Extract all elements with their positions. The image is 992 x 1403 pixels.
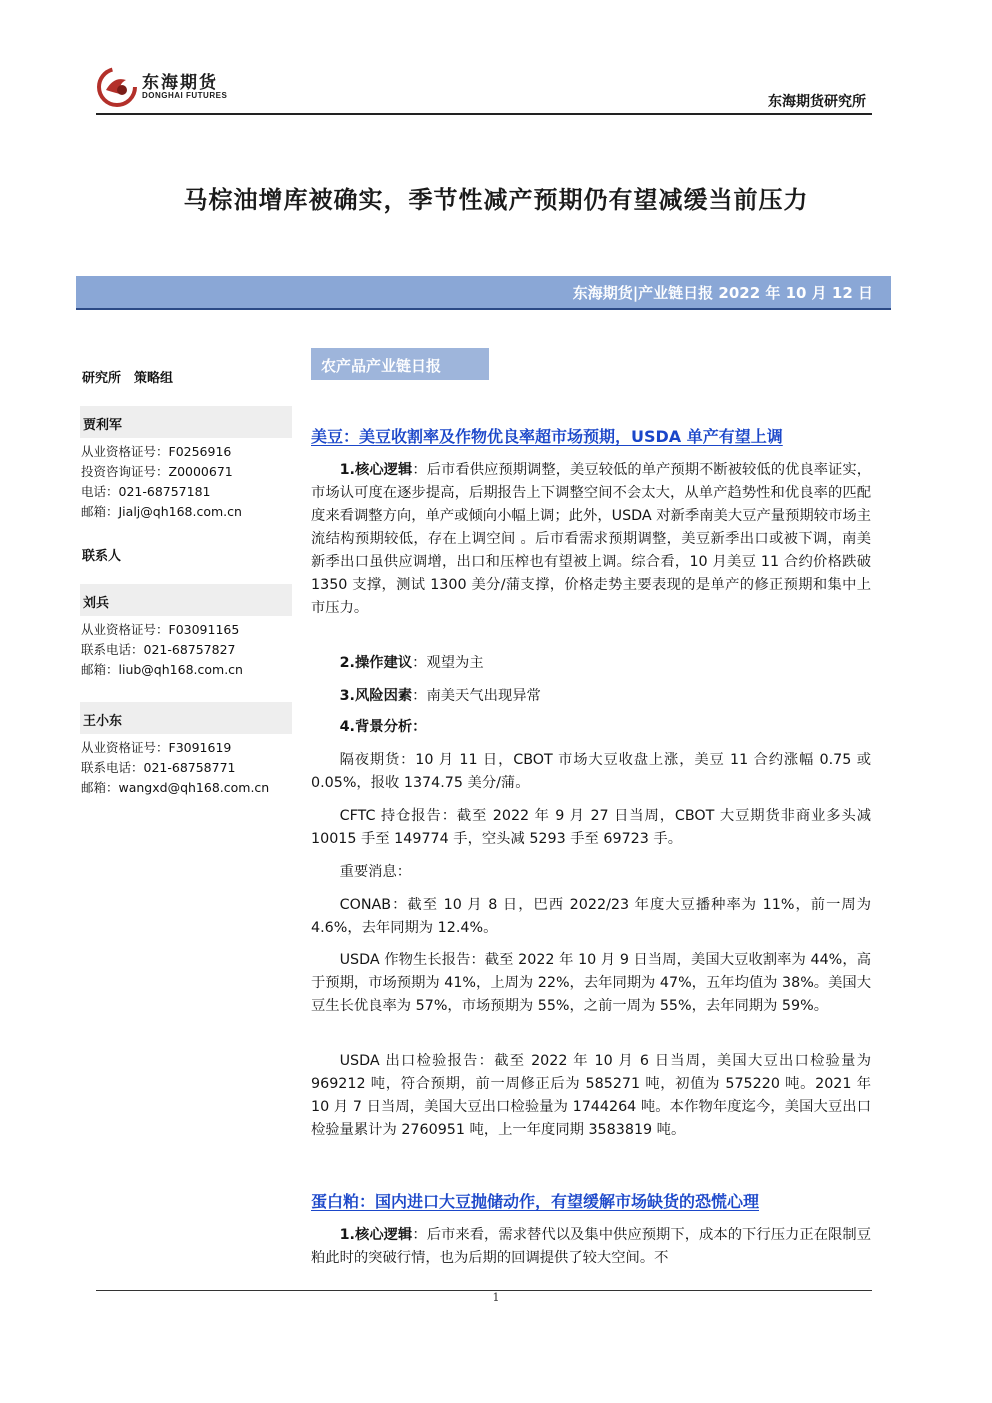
core-logic-label: 1.核心逻辑 xyxy=(339,462,413,478)
contact-phone: 联系电话：021-68758771 xyxy=(81,760,236,775)
analyst-details xyxy=(81,442,242,522)
contact-details xyxy=(81,738,269,798)
contact-phone: 联系电话：021-68757827 xyxy=(81,642,236,657)
logo-text-cn: 东海期货 xyxy=(142,73,218,93)
operation-advice xyxy=(311,652,871,675)
logo-text-en: DONGHAI FUTURES xyxy=(142,91,228,100)
conab-paragraph: CONAB：截至 10 月 8 日，巴西 2022/23 年度大豆播种率为 11%，前一周为 4.6%，去年同期为 12.4%。 xyxy=(311,897,871,936)
contact-cert: 从业资格证号：F03091165 xyxy=(81,622,240,637)
meal-core-logic-paragraph xyxy=(311,1224,871,1270)
banner-text: 东海期货|产业链日报 2022 年 10 月 12 日 xyxy=(572,284,873,302)
meal-core-logic-label: 1.核心逻辑 xyxy=(339,1227,413,1243)
analyst-consult-cert: 投资咨询证号：Z0000671 xyxy=(81,464,233,479)
category-label: 农产品产业链日报 xyxy=(321,357,442,375)
institute-name: 东海期货研究所 xyxy=(768,94,866,110)
contact-email[interactable]: 邮箱：wangxd@qh168.com.cn xyxy=(81,780,270,795)
logo-emblem-icon xyxy=(96,66,138,108)
section-heading-soy[interactable]: 美豆：美豆收割率及作物优良率超市场预期，USDA 单产有望上调 xyxy=(311,427,783,446)
meal-core-logic-text: ：后市来看，需求替代以及集中供应预期下，成本的下行压力正在限制豆粕此时的突破行情，也为后期的回调提供了较大空间。不 xyxy=(311,1227,871,1266)
contact-header xyxy=(80,702,292,734)
company-logo xyxy=(96,66,236,110)
overnight-futures-paragraph: 隔夜期货：10 月 11 日，CBOT 市场大豆收盘上涨，美豆 11 合约涨幅 0.75 或 0.05%，报收 1374.75 美分/蒲。 xyxy=(311,752,871,791)
operation-text: ：观望为主 xyxy=(412,655,484,671)
background-heading xyxy=(311,716,871,739)
page-number: 1 xyxy=(492,1291,500,1304)
analyst-email[interactable]: 邮箱：Jialj@qh168.com.cn xyxy=(81,504,242,519)
contact-details xyxy=(81,620,243,680)
operation-label: 2.操作建议 xyxy=(339,655,413,671)
core-logic-paragraph xyxy=(311,459,871,620)
contact-cert: 从业资格证号：F3091619 xyxy=(81,740,232,755)
header-divider xyxy=(96,113,872,115)
section-heading-meal[interactable]: 蛋白粕：国内进口大豆抛储动作，有望缓解市场缺货的恐慌心理 xyxy=(311,1192,760,1211)
contact-email[interactable]: 邮箱：liub@qh168.com.cn xyxy=(81,662,243,677)
research-group: 研究所 策略组 xyxy=(82,371,174,386)
analyst-cert: 从业资格证号：F0256916 xyxy=(81,444,232,459)
cftc-paragraph: CFTC 持仓报告：截至 2022 年 9 月 27 日当周，CBOT 大豆期货非商业多头减 10015 手至 149774 手，空头减 5293 手至 69723 手。 xyxy=(311,808,871,847)
analyst-phone: 电话：021-68757181 xyxy=(81,484,211,499)
risk-factors xyxy=(311,685,871,708)
contact-name: 王小东 xyxy=(83,714,123,729)
analyst-name: 贾利军 xyxy=(83,418,123,433)
report-banner xyxy=(76,276,891,310)
analyst-header xyxy=(80,406,292,438)
category-tag xyxy=(311,348,489,380)
background-label: 4.背景分析： xyxy=(339,719,427,735)
news-label: 重要消息： xyxy=(339,864,412,880)
contact-header xyxy=(80,584,292,616)
risk-text: ：南美天气出现异常 xyxy=(412,688,541,704)
report-title: 马棕油增库被确实，季节性减产预期仍有望减缓当前压力 xyxy=(183,185,809,214)
contact-name: 刘兵 xyxy=(83,596,110,611)
core-logic-text: ：后市看供应预期调整，美豆较低的单产预期不断被较低的优良率证实，市场认可度在逐步提高，后期报告上下调整空间不会太大，从单产趋势性和优良率的匹配度来看调整方向，单产或倾向小幅上调；此外，USDA 对新季南美大豆产量预期较市场主流结构预期较低，存在上调空间 。后市看需求预期调整，美豆新季出口或被下调，南美新季出口虽供应调增，出口和压榨也有望被上调。综合看，10 月美豆 11 合约价格跌破 1350 支撑，测试 1300 美分/蒲支撑，价格走势主要表现的是单产的修正预期和集中上市压力。 xyxy=(311,462,871,616)
contact-label: 联系人 xyxy=(82,549,122,564)
usda-crop-paragraph: USDA 作物生长报告：截至 2022 年 10 月 9 日当周，美国大豆收割率为 44%，高于预期，市场预期为 41%，上周为 22%，去年同期为 47%，五年均值为 38%。美国大豆生长优良率为 57%，市场预期为 55%，之前一周为 55%，去年同期为 59%。 xyxy=(311,952,871,1014)
risk-label: 3.风险因素 xyxy=(339,688,413,704)
usda-export-paragraph: USDA 出口检验报告：截至 2022 年 10 月 6 日当周，美国大豆出口检验量为 969212 吨，符合预期，前一周修正后为 585271 吨，初值为 575220 吨。2021 年 10 月 7 日当周，美国大豆出口检验量为 1744264 吨。本作物年度迄今，美国大豆出口检验量累计为 2760951 吨，上一年度同期 3583819 吨。 xyxy=(311,1053,871,1138)
